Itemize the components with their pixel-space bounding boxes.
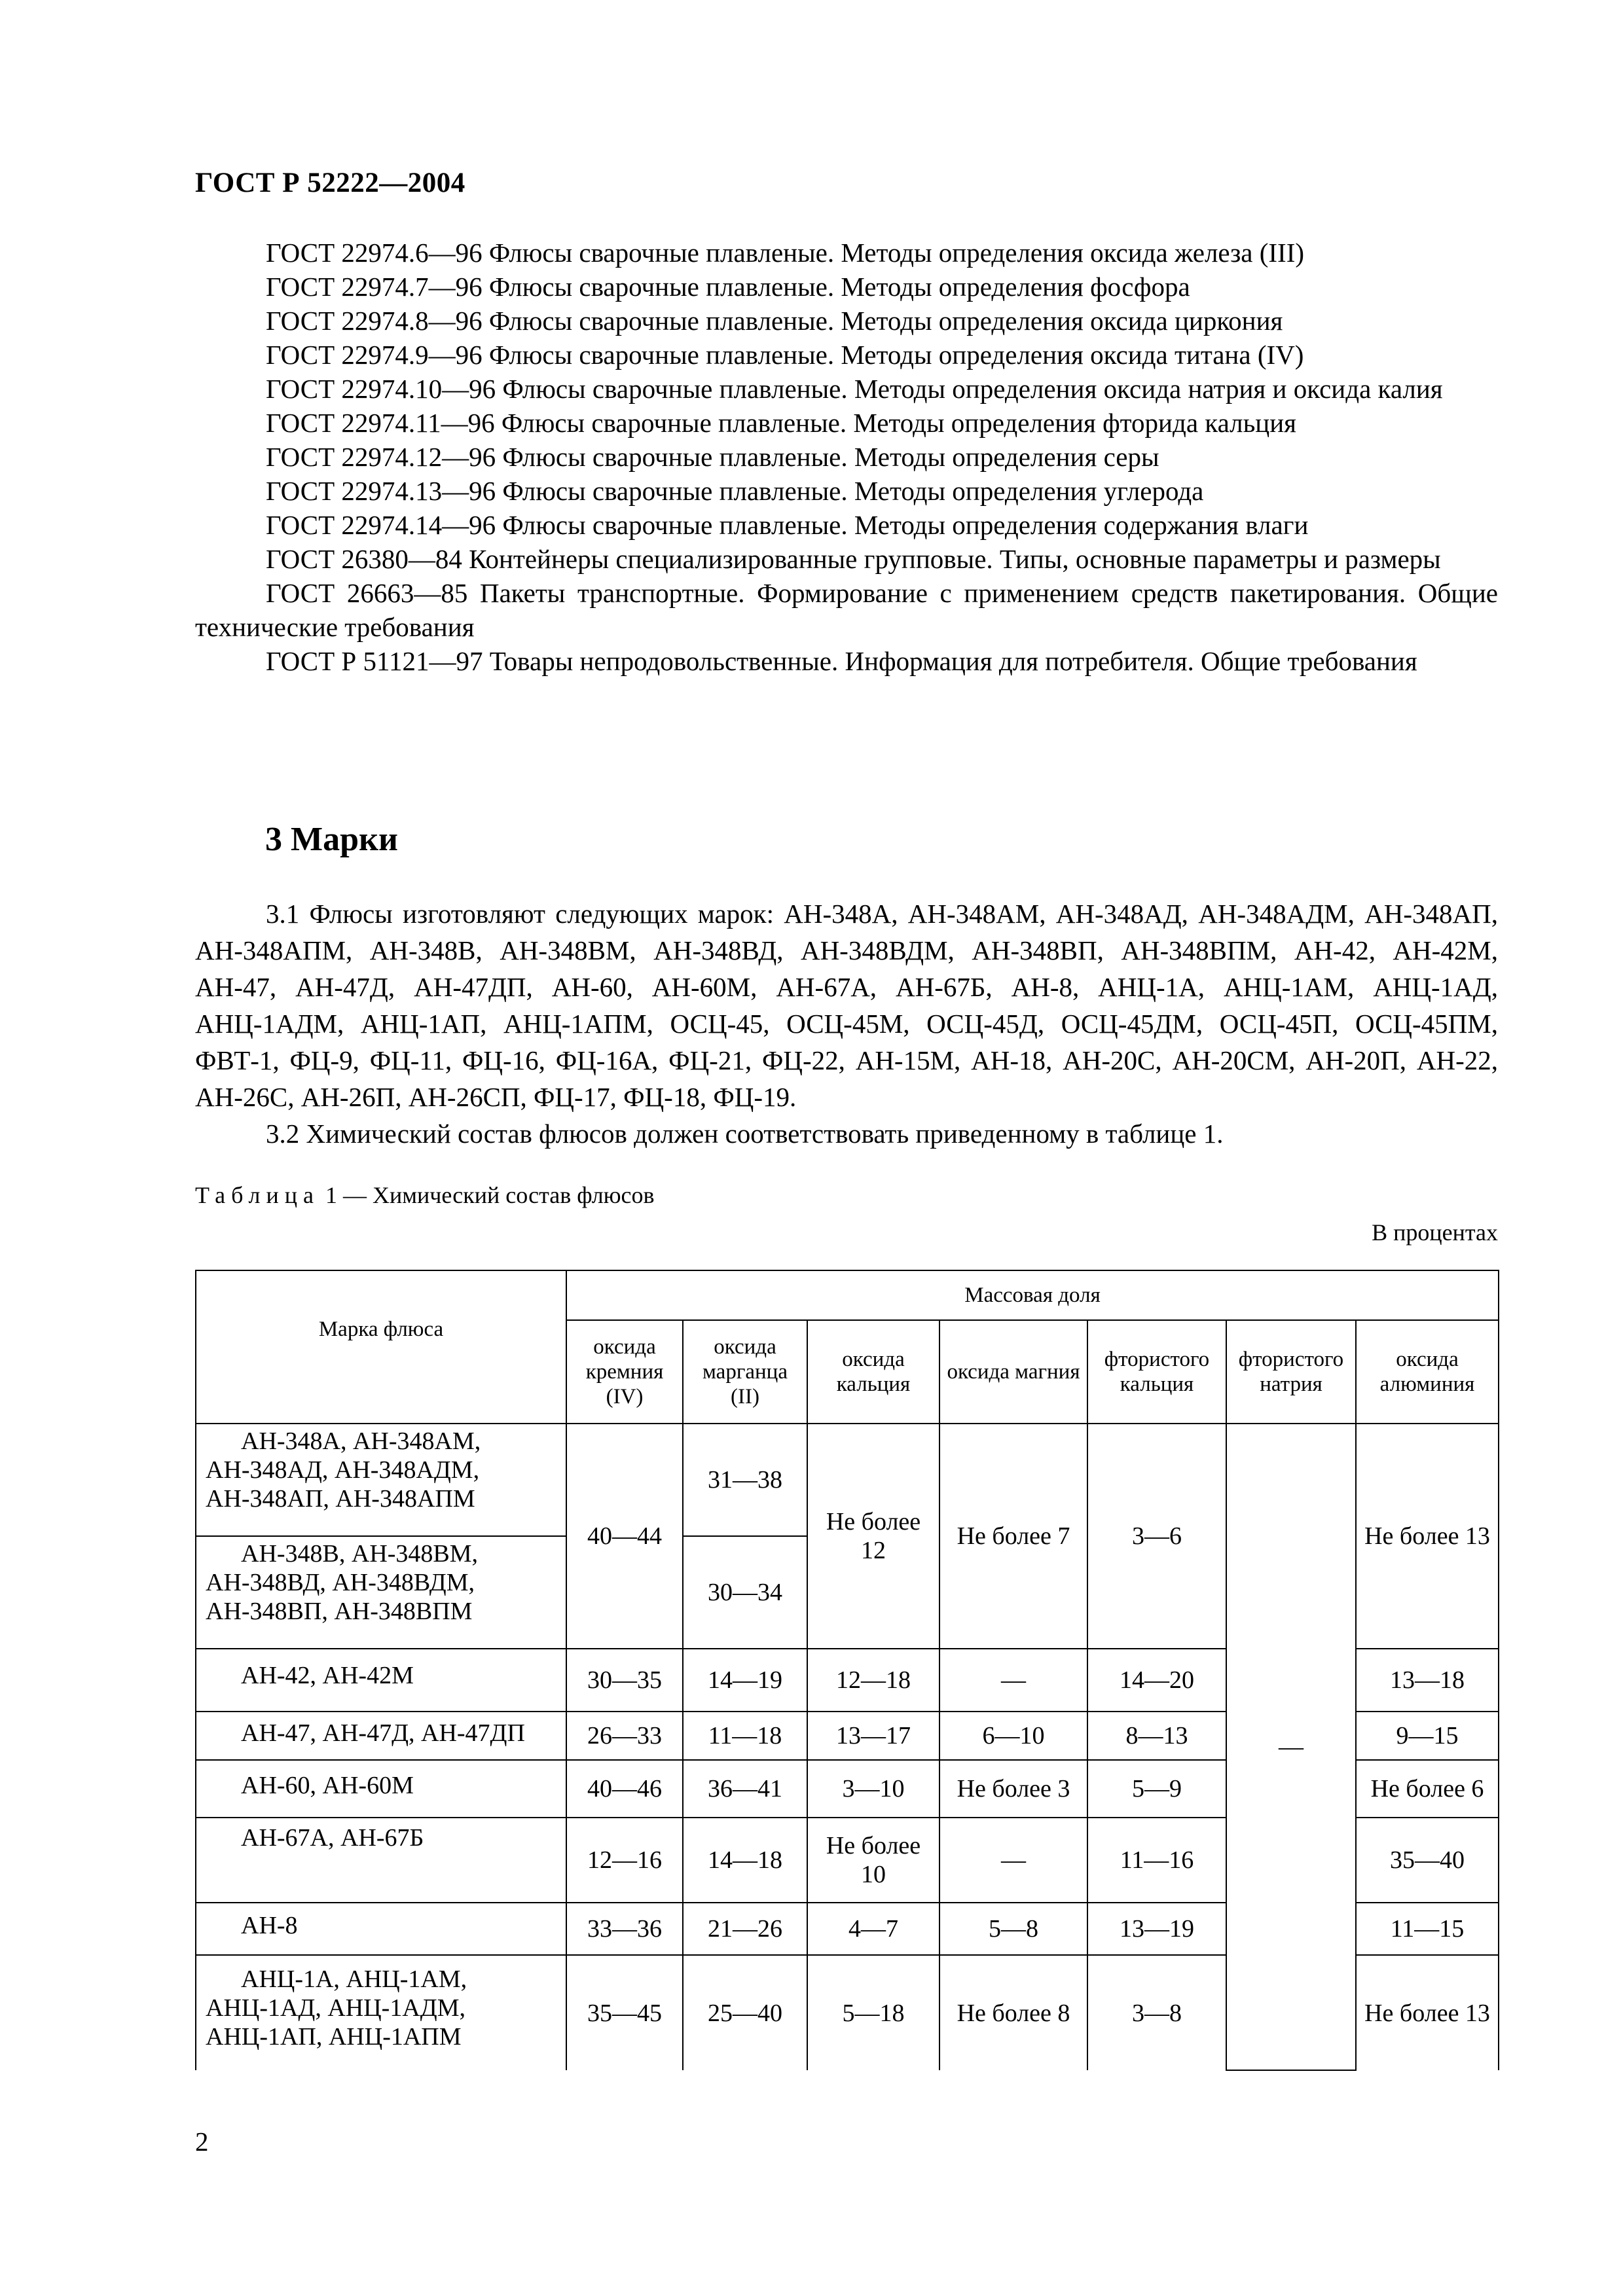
normative-references-list <box>195 236 1498 678</box>
reference-item: ГОСТ Р 51121—97 Товары непродовольственные. Информация для потребителя. Общие требования <box>266 646 1417 676</box>
header-aluminium-oxide: оксида алюминия <box>1356 1320 1499 1424</box>
mark-cell: АН-42, АН-42М <box>196 1649 566 1712</box>
value-cell: 13—19 <box>1087 1903 1226 1955</box>
table-units: В процентах <box>1372 1219 1498 1246</box>
reference-item: ГОСТ 22974.8—96 Флюсы сварочные плавленые. Методы определения оксида циркония <box>266 306 1283 336</box>
header-magnesium-oxide: оксида магния <box>939 1320 1087 1424</box>
value-cell: 11—15 <box>1356 1903 1499 1955</box>
value-cell: 21—26 <box>683 1903 807 1955</box>
mark-cell: АН-8 <box>196 1903 566 1955</box>
value-cell: 9—15 <box>1356 1712 1499 1760</box>
table-caption-title: 1 — Химический состав флюсов <box>319 1182 655 1208</box>
paragraph-3-1: 3.1 Флюсы изготовляют следующих марок: АН-348А, АН-348АМ, АН-348АД, АН-348АДМ, АН-348АП, АН-348АПМ, АН-348В, АН-348ВМ, АН-348ВД, АН-348ВДМ, АН-348ВП, АН-348ВПМ, АН-42, АН-42М, АН-47, АН-47Д, АН-47ДП, АН-60, АН-60М, АН-67А, АН-67Б, АН-8, АНЦ-1А, АНЦ-1АМ, АНЦ-1АД, АНЦ-1АДМ, АНЦ-1АП, АНЦ-1АПМ, ОСЦ-45, ОСЦ-45М, ОСЦ-45Д, ОСЦ-45ДМ, ОСЦ-45П, ОСЦ-45ПМ, ФВТ-1, ФЦ-9, ФЦ-11, ФЦ-16, ФЦ-16А, ФЦ-21, ФЦ-22, АН-15М, АН-18, АН-20С, АН-20СМ, АН-20П, АН-22, АН-26С, АН-26П, АН-26СП, ФЦ-17, ФЦ-18, ФЦ-19. <box>195 899 1498 1112</box>
mark-cell: АН-47, АН-47Д, АН-47ДП <box>196 1712 566 1760</box>
value-cell: Не более 6 <box>1356 1760 1499 1818</box>
reference-item: ГОСТ 22974.10—96 Флюсы сварочные плавленые. Методы определения оксида натрия и оксида калия <box>266 374 1443 404</box>
section-body <box>195 895 1498 1152</box>
value-cell: 13—17 <box>807 1712 939 1760</box>
header-silicon-oxide: оксида кремния (IV) <box>566 1320 683 1424</box>
value-cell: Не более 3 <box>939 1760 1087 1818</box>
mark-cell: АНЦ-1А, АНЦ-1АМ, АНЦ-1АД, АНЦ-1АДМ, АНЦ-1АП, АНЦ-1АПМ <box>196 1955 566 2070</box>
value-cell: 5—9 <box>1087 1760 1226 1818</box>
paragraph-3-2: 3.2 Химический состав флюсов должен соответствовать приведенному в таблице 1. <box>266 1119 1224 1149</box>
document-code-header: ГОСТ Р 52222—2004 <box>195 168 465 198</box>
mark-cell: АН-60, АН-60М <box>196 1760 566 1818</box>
reference-item: ГОСТ 22974.12—96 Флюсы сварочные плавленые. Методы определения серы <box>266 442 1159 472</box>
value-cell: 5—8 <box>939 1903 1087 1955</box>
header-manganese-oxide: оксида марганца (II) <box>683 1320 807 1424</box>
value-cell: Не более 13 <box>1356 1424 1499 1649</box>
value-cell: 14—19 <box>683 1649 807 1712</box>
reference-item: ГОСТ 22974.9—96 Флюсы сварочные плавленые. Методы определения оксида титана (IV) <box>266 340 1304 370</box>
value-cell: — <box>939 1649 1087 1712</box>
value-cell: 40—44 <box>566 1424 683 1649</box>
value-cell: Не более 10 <box>807 1818 939 1903</box>
reference-item: ГОСТ 22974.14—96 Флюсы сварочные плавленые. Методы определения содержания влаги <box>266 510 1309 540</box>
reference-item: ГОСТ 26663—85 Пакеты транспортные. Формирование с применением средств пакетирования. Общие технические требования <box>195 578 1498 642</box>
value-cell: 12—16 <box>566 1818 683 1903</box>
value-cell: 11—16 <box>1087 1818 1226 1903</box>
reference-item: ГОСТ 22974.7—96 Флюсы сварочные плавленые. Методы определения фосфора <box>266 272 1190 302</box>
mark-cell: АН-67А, АН-67Б <box>196 1818 566 1903</box>
value-cell: 6—10 <box>939 1712 1087 1760</box>
value-cell: Не более 13 <box>1356 1955 1499 2070</box>
value-cell: Не более 12 <box>807 1424 939 1649</box>
reference-item: ГОСТ 26380—84 Контейнеры специализированные групповые. Типы, основные параметры и размеры <box>266 544 1441 574</box>
reference-item: ГОСТ 22974.11—96 Флюсы сварочные плавленые. Методы определения фторида кальция <box>266 408 1297 438</box>
mark-cell: АН-348А, АН-348АМ, АН-348АД, АН-348АДМ, АН-348АП, АН-348АПМ <box>196 1424 566 1536</box>
mark-cell: АН-348В, АН-348ВМ, АН-348ВД, АН-348ВДМ, АН-348ВП, АН-348ВПМ <box>196 1536 566 1649</box>
value-cell: 4—7 <box>807 1903 939 1955</box>
reference-item: ГОСТ 22974.13—96 Флюсы сварочные плавленые. Методы определения углерода <box>266 476 1204 506</box>
value-cell: 8—13 <box>1087 1712 1226 1760</box>
section-title: 3 Марки <box>265 821 398 858</box>
header-mass-fraction: Массовая доля <box>566 1270 1499 1320</box>
value-cell: 14—18 <box>683 1818 807 1903</box>
value-cell: 3—6 <box>1087 1424 1226 1649</box>
value-cell: 25—40 <box>683 1955 807 2070</box>
value-cell: 35—40 <box>1356 1818 1499 1903</box>
table-row <box>196 1424 1499 1536</box>
value-cell-sodium-fluoride: — <box>1226 1424 1356 2070</box>
value-cell: 14—20 <box>1087 1649 1226 1712</box>
table-caption-label: Таблица <box>195 1182 319 1208</box>
value-cell: 5—18 <box>807 1955 939 2070</box>
value-cell: 30—34 <box>683 1536 807 1649</box>
value-cell: 3—8 <box>1087 1955 1226 2070</box>
reference-item: ГОСТ 22974.6—96 Флюсы сварочные плавленые. Методы определения оксида железа (III) <box>266 238 1305 268</box>
header-mark: Марка флюса <box>196 1270 566 1424</box>
value-cell: 40—46 <box>566 1760 683 1818</box>
value-cell: 35—45 <box>566 1955 683 2070</box>
table-caption <box>195 1181 655 1209</box>
header-calcium-oxide: оксида кальция <box>807 1320 939 1424</box>
value-cell: 12—18 <box>807 1649 939 1712</box>
value-cell: 13—18 <box>1356 1649 1499 1712</box>
value-cell: Не более 8 <box>939 1955 1087 2070</box>
value-cell: 31—38 <box>683 1424 807 1536</box>
value-cell: 11—18 <box>683 1712 807 1760</box>
value-cell: 3—10 <box>807 1760 939 1818</box>
value-cell: — <box>939 1818 1087 1903</box>
chemical-composition-table <box>195 1270 1499 2071</box>
page-number: 2 <box>195 2126 209 2157</box>
value-cell: 36—41 <box>683 1760 807 1818</box>
header-sodium-fluoride: фтористого натрия <box>1226 1320 1356 1424</box>
header-calcium-fluoride: фтористого кальция <box>1087 1320 1226 1424</box>
value-cell: 33—36 <box>566 1903 683 1955</box>
value-cell: Не более 7 <box>939 1424 1087 1649</box>
value-cell: 26—33 <box>566 1712 683 1760</box>
value-cell: 30—35 <box>566 1649 683 1712</box>
